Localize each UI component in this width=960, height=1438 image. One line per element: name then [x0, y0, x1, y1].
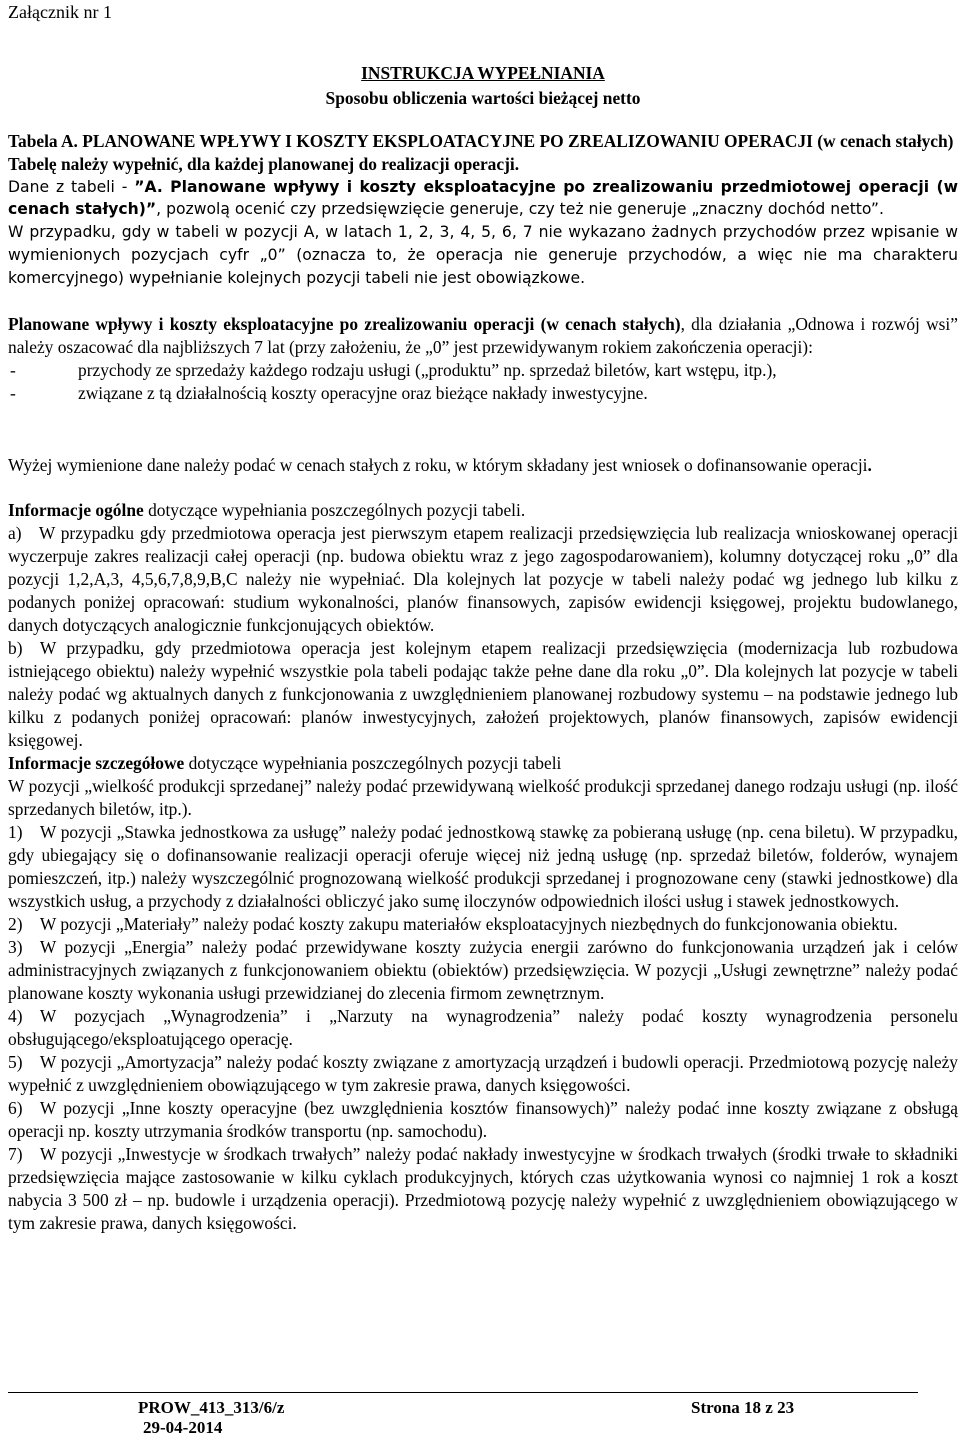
item-7: 7) W pozycji „Inwestycje w środkach trwałych” należy podać nakłady inwestycyjne w środkach trwałych (środki trwałe to składniki przedsięwzięcia mające zastosowanie w kilku cyklach produkcyjnych, których czas użytkowania wynosi co najmniej 1 rok a koszt nabycia 3 500 zł – np. budowle i urządzenia operacji). Przedmiotową pozycję należy wypełnić z uwzględnieniem obowiązującego w tym zakresie prawa, danych księgowości. — [8, 1144, 958, 1233]
attachment-label: Załącznik nr 1 — [8, 2, 112, 22]
footer-code: PROW_413_313/6/z — [138, 1398, 285, 1417]
specific-rest: dotyczące wypełniania poszczególnych pozycji tabeli — [184, 753, 562, 773]
document-subtitle: Sposobu obliczenia wartości bieżącej netto — [325, 88, 641, 108]
above-dot: . — [867, 455, 872, 475]
general-rest: dotyczące wypełniania poszczególnych pozycji tabeli. — [143, 500, 526, 520]
fill-note: Tabelę należy wypełnić, dla każdej planowanej do realizacji operacji. — [8, 153, 520, 174]
item-a: a) W przypadku gdy przedmiotowa operacja jest pierwszym etapem realizacji przedsięwzięcia lub realizacja wnioskowanej operacji wyczerpuje zakres realizacji całej operacji (np. budowa obiektu wraz z jego zagospodarowaniem), kolumny dotyczącej roku „0” dla pozycji 1,2,A,3, 4,5,6,7,8,9,B,C należy nie wypełniać. Dla kolejnych lat pozycje w tabeli należy podać wg jednego lub kilku z podanych poniżej opracowań: studium wykonalności, planów finansowych, zapisów ewidencji księgowej, projektu budowlanego, danych dotyczących analogicznie funkcjonujących obiektów. — [8, 523, 958, 635]
no-income-paragraph: W przypadku, gdy w tabeli w pozycji A, w latach 1, 2, 3, 4, 5, 6, 7 nie wykazano żadnych przychodów przez wpisanie w wymienionych pozycjach cyfr „0” (oznacza to, że operacja nie generuje przychodów, a więc nie ma charakteru komercyjnego) wypełnianie kolejnych pozycji tabeli nie jest obowiązkowe. — [8, 223, 958, 287]
specific-info — [8, 752, 958, 775]
data-suffix: , pozwolą ocenić czy przedsięwzięcie generuje, czy też nie generuje „znaczny dochód netto”. — [156, 200, 884, 219]
plan-bullet — [8, 382, 958, 405]
table-a-title: Tabela A. PLANOWANE WPŁYWY I KOSZTY EKSPLOATACYJNE PO ZREALIZOWANIU OPERACJI (w cenach stałych) — [8, 131, 954, 151]
bullet-marker: - — [10, 360, 16, 380]
item-6: 6) W pozycji „Inne koszty operacyjne (bez uwzględnienia kosztów finansowych)” należy podać inne koszty związane z obsługą operacji np. koszty utrzymania środków transportu (np. samochodu). — [8, 1098, 958, 1141]
general-info — [8, 499, 958, 522]
item-3: 3) W pozycji „Energia” należy podać przewidywane koszty zużycia energii zarówno do funkcjonowania urządzeń jak i celów administracyjnych związanych z funkcjonowaniem obiektu (obiektów) przedsięwzięcia. W pozycji „Usługi zewnętrzne” należy podać planowane koszty wykonania usługi przewidzianej do zlecenia firmom zewnętrznym. — [8, 937, 958, 1003]
item-4: 4) W pozycjach „Wynagrodzenia” i „Narzuty na wynagrodzenia” należy podać koszty wynagrodzenia personelu obsługującego/eksploatującego operację. — [8, 1006, 958, 1049]
item-2: 2) W pozycji „Materiały” należy podać koszty zakupu materiałów eksploatacyjnych niezbędnych do funkcjonowania obiektu. — [8, 914, 898, 934]
plan-rest: , dla działania „Odnowa i rozwój wsi” należy oszacować dla najbliższych 7 lat (przy założeniu, że „0” jest przewidywanym rokiem zakończenia operacji): — [8, 314, 958, 357]
plan-bullet — [8, 359, 958, 382]
data-table-ref: ”A. Planowane wpływy i koszty eksploatacyjne po zrealizowaniu przedmiotowej operacji (w cenach stałych)” — [8, 177, 958, 219]
above-section — [8, 454, 958, 477]
plan-paragraph — [8, 313, 958, 359]
bullet-text: przychody ze sprzedaży każdego rodzaju usługi („produktu” np. sprzedaż biletów, kart wstępu, itp.), — [78, 360, 777, 380]
volume-paragraph: W pozycji „wielkość produkcji sprzedanej” należy podać przewidywaną wielkość produkcji sprzedanej danego rodzaju usługi (np. ilość sprzedanych biletów, itp.). — [8, 776, 958, 819]
above-paragraph — [8, 454, 958, 477]
general-head: Informacje ogólne — [8, 500, 144, 520]
item-1: 1) W pozycji „Stawka jednostkowa za usługę” należy podać jednostkową stawkę za pobieraną usługę (np. cena biletu). W przypadku, gdy ubiegający się o dofinansowanie realizacji operacji oferuje więcej niż jedną usługę (np. sprzedaż biletów, folderów, wynajem pomieszczeń, itp.) należy wyszczególnić prognozowaną wielkość produkcji sprzedanej i prognozowane ceny (stawki jednostkowe) dla wszystkich usług, a przychody z działalności obliczyć jako sumę iloczynów odpowiednich ilości usług i stawek jednostkowych. — [8, 822, 958, 911]
intro-section — [8, 130, 958, 290]
details-section — [8, 499, 958, 1235]
data-paragraph — [8, 176, 958, 222]
plan-lead: Planowane wpływy i koszty eksploatacyjne po zrealizowaniu operacji (w cenach stałych) — [8, 314, 681, 334]
bullet-text: związane z tą działalnością koszty operacyjne oraz bieżące nakłady inwestycyjne. — [78, 383, 648, 403]
specific-head: Informacje szczegółowe — [8, 753, 185, 773]
item-b: b) W przypadku, gdy przedmiotowa operacja jest kolejnym etapem realizacji przedsięwzięcia (modernizacja lub rozbudowa istniejącego obiektu) należy wypełnić wszystkie pola tabeli podając także pełne dane dla roku „0”. Dla kolejnych lat pozycje w tabeli należy podać wg aktualnych danych z funkcjonowania z uwzględnieniem planowanej rozbudowy systemu – na podstawie jednego lub kilku z podanych poniżej opracowań: planów inwestycyjnych, założeń projektowych, planów finansowych, zapisów ewidencji księgowej. — [8, 638, 958, 750]
plan-section — [8, 313, 958, 405]
above-text: Wyżej wymienione dane należy podać w cenach stałych z roku, w którym składany jest wniosek o dofinansowanie operacji — [8, 455, 868, 475]
footer-date: 29-04-2014 — [143, 1418, 223, 1437]
item-5: 5) W pozycji „Amortyzacja” należy podać koszty związane z amortyzacją urządzeń i budowli operacji. Przedmiotową pozycję należy wypełnić z uwzględnieniem obowiązującego w tym zakresie prawa, danych księgowości. — [8, 1052, 958, 1095]
footer-page-number: Strona 18 z 23 — [691, 1398, 795, 1417]
data-prefix: Dane z tabeli - — [8, 177, 135, 196]
footer-divider — [8, 1392, 918, 1393]
bullet-marker: - — [10, 383, 16, 403]
document-title: INSTRUKCJA WYPEŁNIANIA — [361, 63, 605, 83]
